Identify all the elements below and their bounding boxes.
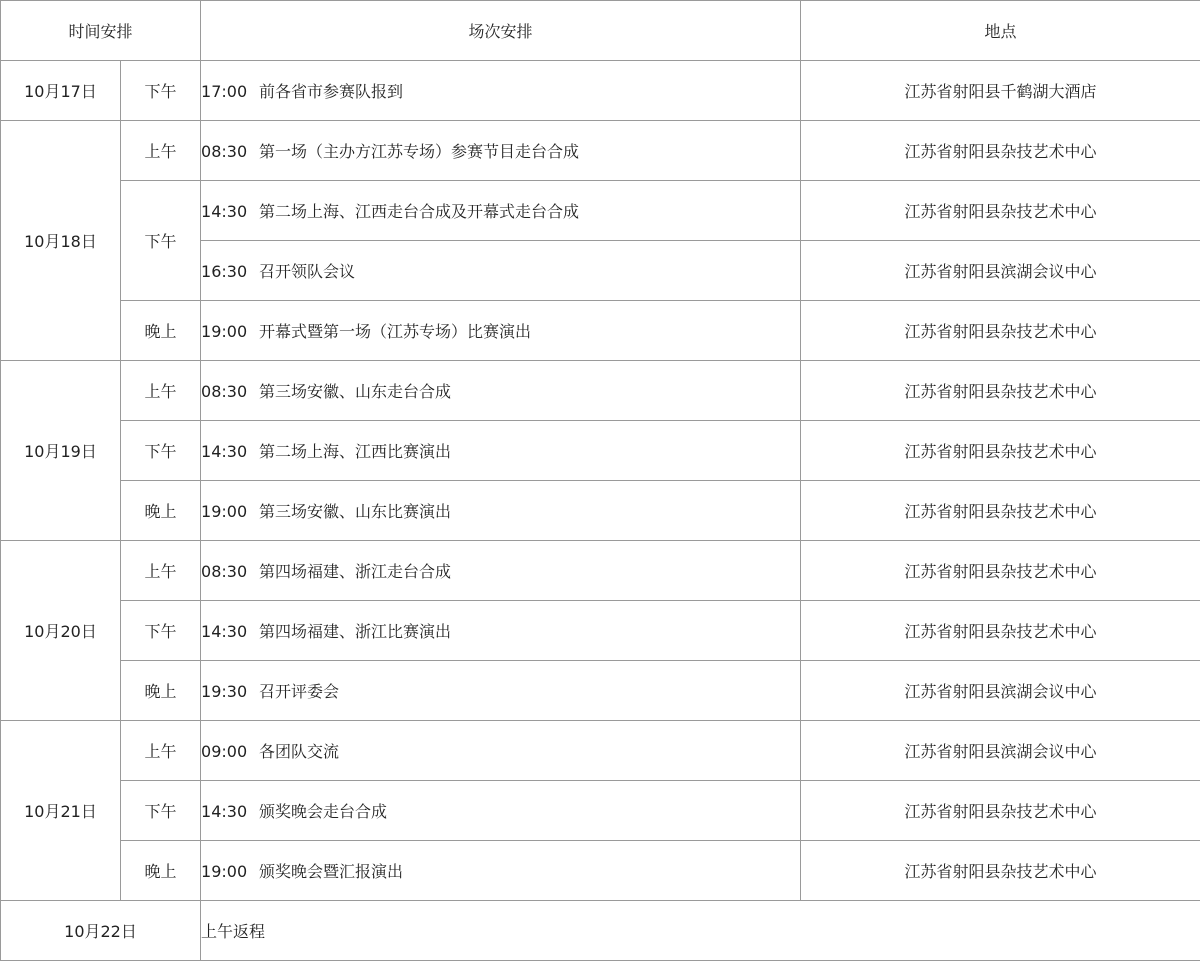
period-cell: 下午 (121, 601, 201, 661)
venue-cell: 江苏省射阳县杂技艺术中心 (801, 541, 1200, 601)
header-venue: 地点 (801, 1, 1200, 61)
venue-cell: 江苏省射阳县千鹤湖大酒店 (801, 61, 1200, 121)
event-time: 08:30 (201, 142, 248, 161)
event-description: 开幕式暨第一场（江苏专场）比赛演出 (259, 322, 532, 341)
event-time: 19:00 (201, 502, 248, 521)
event-description: 第二场上海、江西比赛演出 (259, 442, 452, 461)
table-row (1, 721, 1200, 781)
event-cell (201, 421, 801, 481)
event-time: 19:30 (201, 682, 248, 701)
period-cell: 晚上 (121, 301, 201, 361)
venue-cell: 江苏省射阳县杂技艺术中心 (801, 361, 1200, 421)
event-time: 08:30 (201, 562, 248, 581)
event-cell (201, 721, 801, 781)
period-cell: 晚上 (121, 481, 201, 541)
venue-cell: 江苏省射阳县杂技艺术中心 (801, 181, 1200, 241)
event-cell (201, 481, 801, 541)
event-cell (201, 301, 801, 361)
period-cell: 下午 (121, 181, 201, 301)
event-cell (201, 181, 801, 241)
period-cell: 下午 (121, 61, 201, 121)
table-row (1, 61, 1200, 121)
period-cell: 上午 (121, 121, 201, 181)
final-day-row (1, 901, 1200, 961)
event-description: 前各省市参赛队报到 (259, 82, 404, 101)
header-time: 时间安排 (1, 1, 201, 61)
period-cell: 晚上 (121, 661, 201, 721)
return-note-cell: 上午返程 (201, 901, 1200, 961)
period-cell: 上午 (121, 361, 201, 421)
event-cell (201, 121, 801, 181)
table-row (1, 541, 1200, 601)
event-cell (201, 241, 801, 301)
header-row (1, 1, 1200, 61)
period-cell: 下午 (121, 781, 201, 841)
period-cell: 下午 (121, 421, 201, 481)
venue-cell: 江苏省射阳县杂技艺术中心 (801, 121, 1200, 181)
event-time: 09:00 (201, 742, 248, 761)
header-session: 场次安排 (201, 1, 801, 61)
event-description: 召开领队会议 (259, 262, 356, 281)
table-row (1, 661, 1200, 721)
event-description: 颁奖晚会走台合成 (259, 802, 388, 821)
venue-cell: 江苏省射阳县杂技艺术中心 (801, 601, 1200, 661)
date-cell: 10月19日 (1, 361, 121, 541)
event-time: 14:30 (201, 202, 248, 221)
table-row (1, 841, 1200, 901)
table-row (1, 181, 1200, 241)
event-description: 第二场上海、江西走台合成及开幕式走台合成 (259, 202, 580, 221)
venue-cell: 江苏省射阳县杂技艺术中心 (801, 481, 1200, 541)
venue-cell: 江苏省射阳县杂技艺术中心 (801, 421, 1200, 481)
venue-cell: 江苏省射阳县滨湖会议中心 (801, 721, 1200, 781)
event-description: 第四场福建、浙江走台合成 (259, 562, 452, 581)
final-date-cell: 10月22日 (1, 901, 201, 961)
period-cell: 上午 (121, 541, 201, 601)
event-description: 各团队交流 (259, 742, 340, 761)
event-time: 17:00 (201, 82, 248, 101)
schedule-body (1, 61, 1200, 961)
date-cell: 10月18日 (1, 121, 121, 361)
event-cell (201, 541, 801, 601)
table-row (1, 301, 1200, 361)
event-time: 14:30 (201, 622, 248, 641)
event-cell (201, 781, 801, 841)
table-row (1, 781, 1200, 841)
period-cell: 上午 (121, 721, 201, 781)
event-description: 颁奖晚会暨汇报演出 (259, 862, 404, 881)
date-cell: 10月21日 (1, 721, 121, 901)
event-description: 第四场福建、浙江比赛演出 (259, 622, 452, 641)
event-cell (201, 61, 801, 121)
event-time: 19:00 (201, 322, 248, 341)
event-cell (201, 601, 801, 661)
table-row (1, 481, 1200, 541)
event-description: 第三场安徽、山东比赛演出 (259, 502, 452, 521)
event-cell (201, 361, 801, 421)
venue-cell: 江苏省射阳县滨湖会议中心 (801, 241, 1200, 301)
event-description: 第三场安徽、山东走台合成 (259, 382, 452, 401)
period-cell: 晚上 (121, 841, 201, 901)
event-description: 召开评委会 (259, 682, 340, 701)
venue-cell: 江苏省射阳县杂技艺术中心 (801, 781, 1200, 841)
event-time: 08:30 (201, 382, 248, 401)
venue-cell: 江苏省射阳县杂技艺术中心 (801, 841, 1200, 901)
event-time: 14:30 (201, 442, 248, 461)
date-cell: 10月20日 (1, 541, 121, 721)
venue-cell: 江苏省射阳县滨湖会议中心 (801, 661, 1200, 721)
event-cell (201, 661, 801, 721)
table-row (1, 361, 1200, 421)
table-row (1, 601, 1200, 661)
event-time: 14:30 (201, 802, 248, 821)
event-cell (201, 841, 801, 901)
table-row (1, 121, 1200, 181)
event-time: 19:00 (201, 862, 248, 881)
venue-cell: 江苏省射阳县杂技艺术中心 (801, 301, 1200, 361)
event-description: 第一场（主办方江苏专场）参赛节目走台合成 (259, 142, 580, 161)
date-cell: 10月17日 (1, 61, 121, 121)
event-time: 16:30 (201, 262, 248, 281)
table-row (1, 421, 1200, 481)
